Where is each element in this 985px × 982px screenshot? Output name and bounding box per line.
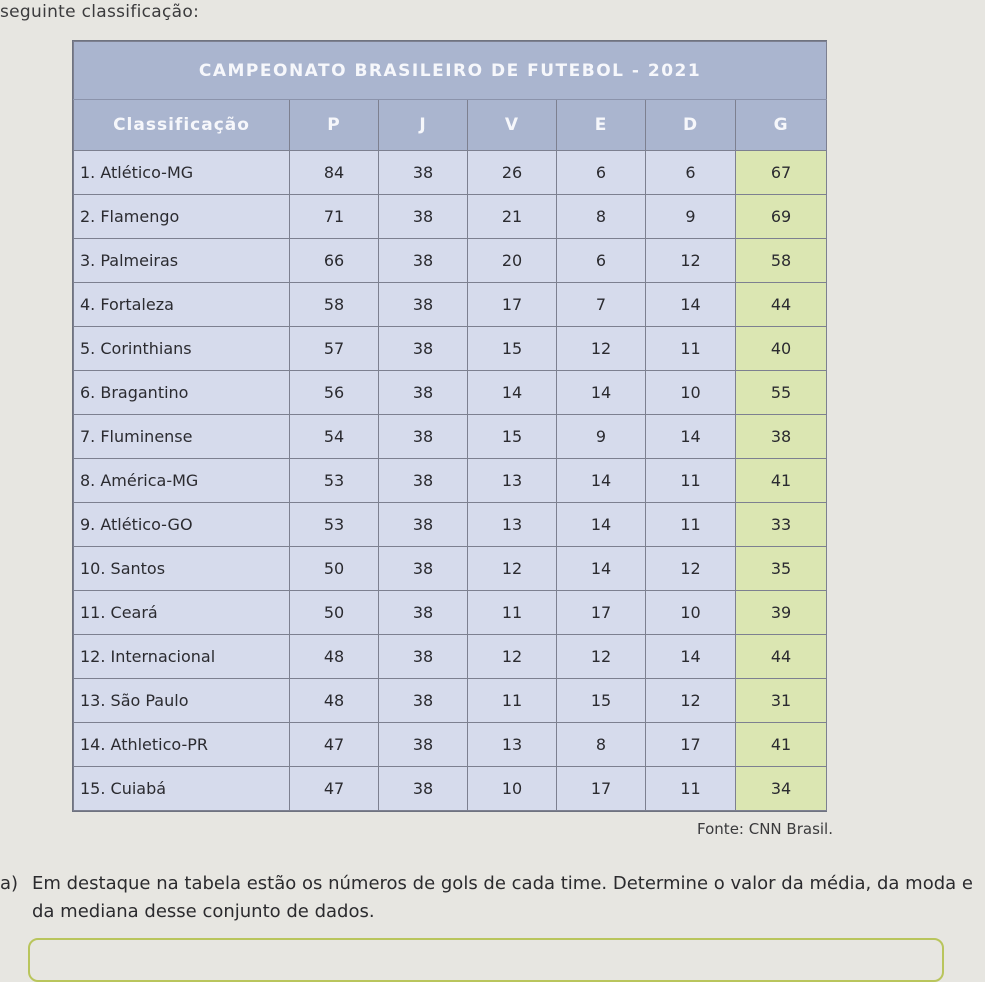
- cell-v: 13: [468, 723, 557, 767]
- cell-d: 12: [646, 547, 736, 591]
- question-text: Em destaque na tabela estão os números de gols de cada time. Determine o valor da média, da moda e da mediana desse conjunto de dados.: [32, 873, 973, 922]
- cell-d: 14: [646, 283, 736, 327]
- standings-table-grid: [73, 41, 827, 811]
- table-row: [74, 767, 827, 811]
- header-classificacao: Classificação: [74, 100, 290, 151]
- cell-g: 41: [736, 723, 827, 767]
- cell-team: 6. Bragantino: [74, 371, 290, 415]
- cell-v: 13: [468, 503, 557, 547]
- cell-d: 14: [646, 635, 736, 679]
- cell-v: 26: [468, 151, 557, 195]
- cell-p: 48: [290, 635, 379, 679]
- cell-e: 6: [557, 239, 646, 283]
- table-row: [74, 371, 827, 415]
- cell-j: 38: [379, 679, 468, 723]
- table-row: [74, 591, 827, 635]
- cell-e: 9: [557, 415, 646, 459]
- cell-e: 12: [557, 635, 646, 679]
- table-row: [74, 635, 827, 679]
- cell-team: 8. América-MG: [74, 459, 290, 503]
- cell-j: 38: [379, 195, 468, 239]
- table-row: [74, 239, 827, 283]
- cell-g: 69: [736, 195, 827, 239]
- cell-team: 14. Athletico-PR: [74, 723, 290, 767]
- cell-j: 38: [379, 459, 468, 503]
- table-row: [74, 503, 827, 547]
- cell-j: 38: [379, 327, 468, 371]
- cell-p: 56: [290, 371, 379, 415]
- cell-d: 14: [646, 415, 736, 459]
- cell-e: 8: [557, 195, 646, 239]
- cell-g: 33: [736, 503, 827, 547]
- cell-e: 14: [557, 371, 646, 415]
- cell-j: 38: [379, 283, 468, 327]
- cell-g: 34: [736, 767, 827, 811]
- cell-p: 84: [290, 151, 379, 195]
- cell-team: 1. Atlético-MG: [74, 151, 290, 195]
- cell-p: 53: [290, 503, 379, 547]
- cell-j: 38: [379, 371, 468, 415]
- cell-g: 31: [736, 679, 827, 723]
- cell-p: 48: [290, 679, 379, 723]
- cell-v: 11: [468, 591, 557, 635]
- source-note: Fonte: CNN Brasil.: [697, 820, 833, 838]
- table-row: [74, 679, 827, 723]
- cell-v: 10: [468, 767, 557, 811]
- cell-p: 50: [290, 547, 379, 591]
- cell-j: 38: [379, 151, 468, 195]
- cell-team: 4. Fortaleza: [74, 283, 290, 327]
- cell-g: 38: [736, 415, 827, 459]
- table-row: [74, 283, 827, 327]
- cell-j: 38: [379, 415, 468, 459]
- cell-g: 40: [736, 327, 827, 371]
- cell-e: 7: [557, 283, 646, 327]
- cell-e: 14: [557, 503, 646, 547]
- cell-e: 6: [557, 151, 646, 195]
- cell-team: 7. Fluminense: [74, 415, 290, 459]
- cell-v: 13: [468, 459, 557, 503]
- table-title: CAMPEONATO BRASILEIRO DE FUTEBOL - 2021: [74, 42, 827, 100]
- header-e: E: [557, 100, 646, 151]
- cell-p: 58: [290, 283, 379, 327]
- answer-box[interactable]: [28, 938, 944, 982]
- cell-p: 66: [290, 239, 379, 283]
- cell-v: 21: [468, 195, 557, 239]
- cell-j: 38: [379, 239, 468, 283]
- cell-team: 2. Flamengo: [74, 195, 290, 239]
- cell-team: 10. Santos: [74, 547, 290, 591]
- cell-d: 12: [646, 679, 736, 723]
- cell-p: 50: [290, 591, 379, 635]
- table-row: [74, 459, 827, 503]
- cell-d: 10: [646, 371, 736, 415]
- cell-p: 47: [290, 767, 379, 811]
- cell-p: 53: [290, 459, 379, 503]
- cell-v: 12: [468, 635, 557, 679]
- cell-v: 14: [468, 371, 557, 415]
- cell-team: 11. Ceará: [74, 591, 290, 635]
- header-g: G: [736, 100, 827, 151]
- cell-g: 58: [736, 239, 827, 283]
- cell-j: 38: [379, 635, 468, 679]
- cell-d: 11: [646, 767, 736, 811]
- question-a: [0, 870, 975, 926]
- cell-d: 6: [646, 151, 736, 195]
- header-j: J: [379, 100, 468, 151]
- intro-text: seguinte classificação:: [0, 2, 200, 22]
- table-header-row: [74, 100, 827, 151]
- header-p: P: [290, 100, 379, 151]
- cell-j: 38: [379, 503, 468, 547]
- cell-e: 12: [557, 327, 646, 371]
- table-row: [74, 195, 827, 239]
- cell-p: 54: [290, 415, 379, 459]
- table-row: [74, 723, 827, 767]
- table-row: [74, 415, 827, 459]
- cell-d: 10: [646, 591, 736, 635]
- cell-d: 17: [646, 723, 736, 767]
- cell-v: 12: [468, 547, 557, 591]
- cell-g: 39: [736, 591, 827, 635]
- cell-d: 9: [646, 195, 736, 239]
- cell-p: 57: [290, 327, 379, 371]
- cell-g: 67: [736, 151, 827, 195]
- cell-d: 11: [646, 327, 736, 371]
- cell-d: 12: [646, 239, 736, 283]
- question-marker: a): [0, 873, 19, 894]
- cell-g: 41: [736, 459, 827, 503]
- cell-g: 35: [736, 547, 827, 591]
- cell-team: 15. Cuiabá: [74, 767, 290, 811]
- cell-team: 5. Corinthians: [74, 327, 290, 371]
- cell-p: 47: [290, 723, 379, 767]
- cell-v: 11: [468, 679, 557, 723]
- cell-e: 17: [557, 591, 646, 635]
- cell-v: 15: [468, 327, 557, 371]
- header-d: D: [646, 100, 736, 151]
- cell-d: 11: [646, 459, 736, 503]
- cell-e: 14: [557, 547, 646, 591]
- cell-e: 14: [557, 459, 646, 503]
- cell-g: 44: [736, 635, 827, 679]
- standings-table: [72, 40, 827, 812]
- cell-v: 15: [468, 415, 557, 459]
- cell-team: 13. São Paulo: [74, 679, 290, 723]
- cell-v: 17: [468, 283, 557, 327]
- cell-p: 71: [290, 195, 379, 239]
- cell-team: 3. Palmeiras: [74, 239, 290, 283]
- table-body: [74, 151, 827, 811]
- cell-j: 38: [379, 767, 468, 811]
- cell-e: 17: [557, 767, 646, 811]
- table-row: [74, 327, 827, 371]
- table-row: [74, 547, 827, 591]
- cell-team: 12. Internacional: [74, 635, 290, 679]
- cell-e: 8: [557, 723, 646, 767]
- cell-d: 11: [646, 503, 736, 547]
- cell-e: 15: [557, 679, 646, 723]
- cell-j: 38: [379, 591, 468, 635]
- cell-j: 38: [379, 547, 468, 591]
- cell-j: 38: [379, 723, 468, 767]
- cell-g: 44: [736, 283, 827, 327]
- cell-team: 9. Atlético-GO: [74, 503, 290, 547]
- table-row: [74, 151, 827, 195]
- cell-v: 20: [468, 239, 557, 283]
- cell-g: 55: [736, 371, 827, 415]
- header-v: V: [468, 100, 557, 151]
